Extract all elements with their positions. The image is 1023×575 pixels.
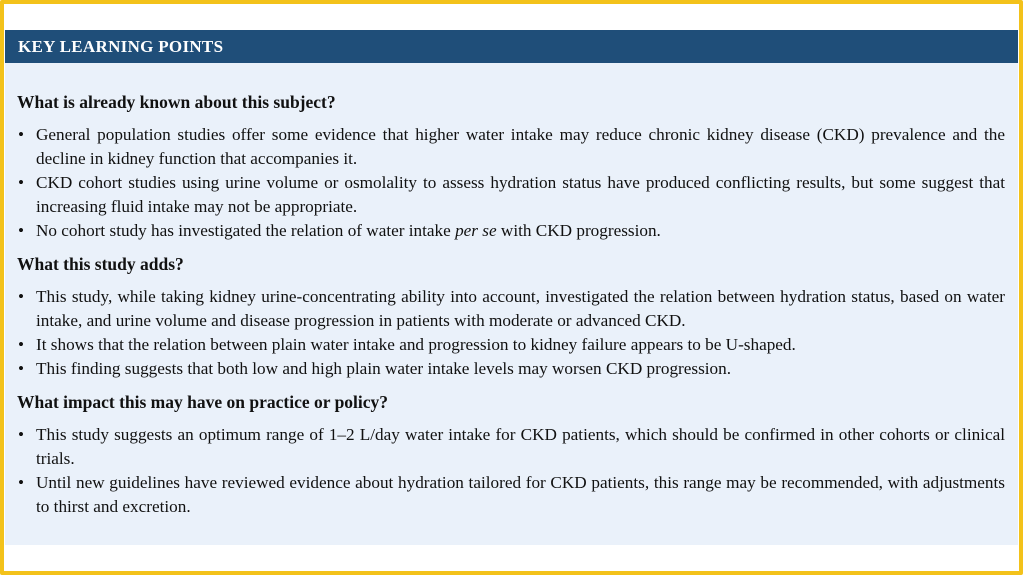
bullet-text: No cohort study has investigated the relation of water intake per se with CKD progression. xyxy=(36,221,661,240)
key-points-panel xyxy=(5,63,1018,545)
list-item xyxy=(17,171,1005,219)
list-item xyxy=(17,219,1005,243)
bullet-list xyxy=(17,123,1005,243)
list-item xyxy=(17,471,1005,519)
list-item xyxy=(17,285,1005,333)
bullet-text: This study, while taking kidney urine-concentrating ability into account, investigated the relation between hydration status, based on water intake, and urine volume and disease progression in patients with moderate or advanced CKD. xyxy=(36,287,1005,330)
bullet-text: This study suggests an optimum range of 1–2 L/day water intake for CKD patients, which should be confirmed in other cohorts or clinical trials. xyxy=(36,425,1005,468)
bullet-list xyxy=(17,423,1005,519)
bullet-icon: • xyxy=(18,473,25,492)
section-adds xyxy=(17,253,1005,381)
bullet-icon: • xyxy=(18,335,25,354)
section-heading: What this study adds? xyxy=(17,254,184,274)
bullet-list xyxy=(17,285,1005,381)
bullet-text: Until new guidelines have reviewed evidence about hydration tailored for CKD patients, this range may be recommended, with adjustments to thirst and excretion. xyxy=(36,473,1005,516)
list-item xyxy=(17,333,1005,357)
section-heading: What impact this may have on practice or policy? xyxy=(17,392,389,412)
bullet-text: It shows that the relation between plain water intake and progression to kidney failure appears to be U-shaped. xyxy=(36,335,796,354)
section-impact xyxy=(17,391,1005,519)
bullet-text: This finding suggests that both low and high plain water intake levels may worsen CKD progression. xyxy=(36,359,732,378)
bullet-icon: • xyxy=(18,425,25,444)
bullet-text: General population studies offer some evidence that higher water intake may reduce chronic kidney disease (CKD) prevalence and the decline in kidney function that accompanies it. xyxy=(36,125,1005,168)
list-item xyxy=(17,123,1005,171)
bullet-text: CKD cohort studies using urine volume or osmolality to assess hydration status have produced conflicting results, but some suggest that increasing fluid intake may not be appropriate. xyxy=(36,173,1005,216)
bullet-icon: • xyxy=(18,221,25,240)
bullet-icon: • xyxy=(18,173,25,192)
section-heading: What is already known about this subject? xyxy=(17,92,336,112)
bullet-icon: • xyxy=(18,359,25,378)
list-item xyxy=(17,423,1005,471)
key-points-header xyxy=(5,30,1018,63)
section-known xyxy=(17,91,1005,243)
bullet-icon: • xyxy=(18,125,25,144)
key-points-title: KEY LEARNING POINTS xyxy=(18,37,224,56)
emphasis-text: per se xyxy=(455,221,497,240)
bullet-icon: • xyxy=(18,287,25,306)
list-item xyxy=(17,357,1005,381)
